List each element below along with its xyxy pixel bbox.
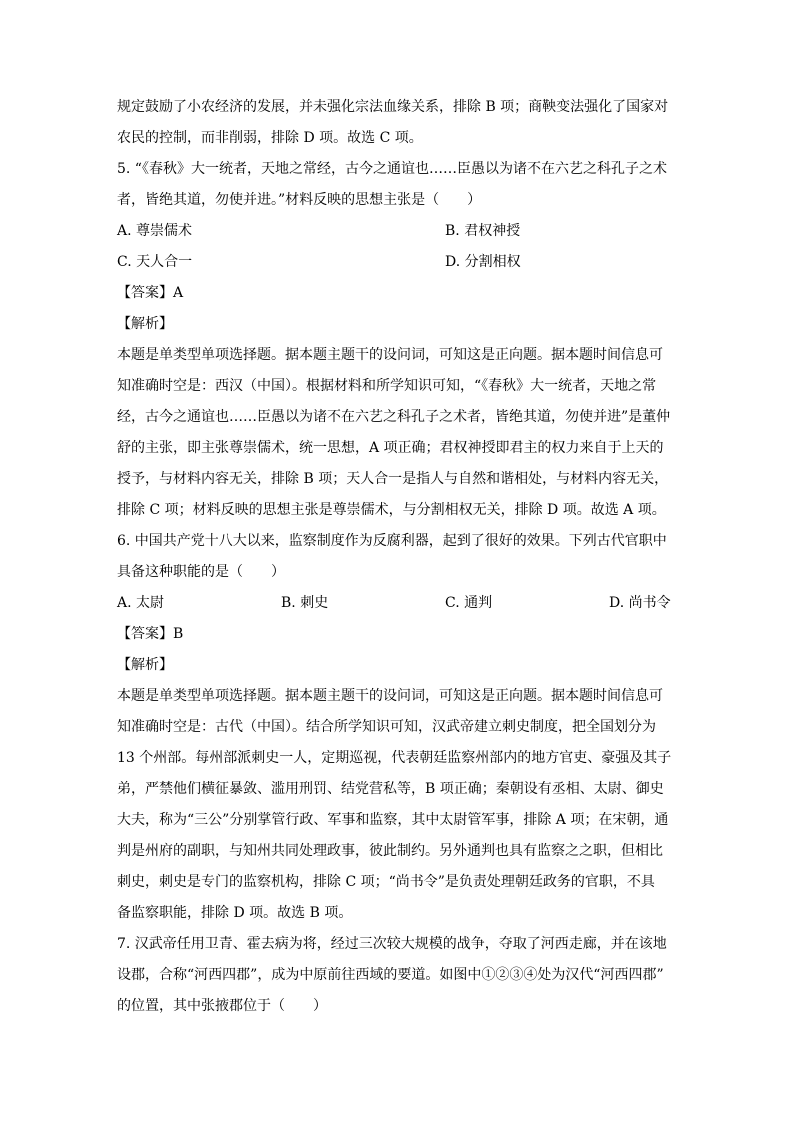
- analysis-line: 本题是单类型单项选择题。据本题主题干的设问词，可知这是正向题。据本题时间信息可: [117, 347, 663, 363]
- analysis-line: 舒的主张，即主张尊崇儒术，统一思想，A 项正确；君权神授即君主的权力来自于上天的: [117, 440, 664, 456]
- question-7: [117, 929, 697, 1022]
- option-a: A. 太尉: [117, 595, 165, 611]
- options-row: [117, 247, 697, 278]
- option-c: C. 天人合一: [117, 254, 193, 270]
- option-a: A. 尊崇儒术: [117, 223, 193, 239]
- options-row: [117, 588, 697, 619]
- analysis-label: 【解析】: [117, 657, 173, 673]
- analysis-line: 判是州府的副职，与知州共同处理政事，彼此制约。另外通判也具有监察之之职，但相比: [117, 843, 663, 859]
- document-page: [117, 92, 697, 1022]
- question-6: [117, 526, 697, 929]
- text-line: 规定鼓励了小农经济的发展，并未强化宗法血缘关系，排除 B 项；商鞅变法强化了国家对: [117, 99, 669, 115]
- analysis-line: 备监察职能，排除 D 项。故选 B 项。: [117, 905, 353, 921]
- options-row: [117, 216, 697, 247]
- analysis-line: 排除 C 项；材料反映的思想主张是尊崇儒术，与分割相权无关，排除 D 项。故选 A 项。: [117, 502, 666, 518]
- option-d: D. 尚书令: [609, 595, 671, 611]
- answer-label: 【答案】B: [117, 626, 184, 642]
- question-stem-line: 者，皆绝其道，勿使并进。”材料反映的思想主张是（ ）: [117, 192, 482, 208]
- answer-label: 【答案】A: [117, 285, 184, 301]
- analysis-line: 弟，严禁他们横征暴敛、滥用刑罚、结党营私等，B 项正确；秦朝设有丞相、太尉、御史: [117, 781, 664, 797]
- question-stem-line: 5. “《春秋》大一统者，天地之常经，古今之通谊也……臣愚以为诸不在六艺之科孔子之术: [117, 161, 667, 177]
- analysis-line: 本题是单类型单项选择题。据本题主题干的设问词，可知这是正向题。据本题时间信息可: [117, 688, 663, 704]
- analysis-line: 授予，与材料内容无关，排除 B 项；天人合一是指人与自然和谐相处，与材料内容无关，: [117, 471, 669, 487]
- option-b: B. 君权神授: [445, 223, 521, 239]
- analysis-line: 13 个州部。每州部派刺史一人，定期巡视，代表朝廷监察州部内的地方官吏、豪强及其子: [117, 750, 672, 766]
- option-b: B. 刺史: [281, 595, 329, 611]
- option-d: D. 分割相权: [445, 254, 521, 270]
- question-stem-line: 的位置，其中张掖郡位于（ ）: [117, 998, 327, 1014]
- analysis-label: 【解析】: [117, 316, 173, 332]
- question-stem-line: 7. 汉武帝任用卫青、霍去病为将，经过三次较大规模的战争，夺取了河西走廊，并在该地: [117, 936, 667, 952]
- question-stem-line: 6. 中国共产党十八大以来，监察制度作为反腐利器，起到了很好的效果。下列古代官职中: [117, 533, 667, 549]
- analysis-line: 大夫，称为“三公”分别掌管行政、军事和监察，其中太尉管军事，排除 A 项；在宋朝，通: [117, 812, 669, 828]
- text-line: 农民的控制，而非削弱，排除 D 项。故选 C 项。: [117, 130, 423, 146]
- question-5: [117, 154, 697, 526]
- analysis-line: 刺史，刺史是专门的监察机构，排除 C 项；“尚书令”是负责处理朝廷政务的官职，不具: [117, 874, 655, 890]
- question-stem-line: 设郡，合称“河西四郡”，成为中原前往西域的要道。如图中①②③④处为汉代“河西四郡”: [117, 967, 664, 983]
- option-c: C. 通判: [445, 595, 493, 611]
- analysis-line: 知准确时空是：古代（中国）。结合所学知识可知，汉武帝建立刺史制度，把全国划分为: [117, 719, 656, 735]
- analysis-line: 知准确时空是：西汉（中国）。根据材料和所学知识可知，“《春秋》大一统者，天地之常: [117, 378, 657, 394]
- question-stem-line: 具备这种职能的是（ ）: [117, 564, 285, 580]
- analysis-line: 经，古今之通谊也……臣愚以为诸不在六艺之科孔子之术者，皆绝其道，勿使并进”是董仲: [117, 409, 671, 425]
